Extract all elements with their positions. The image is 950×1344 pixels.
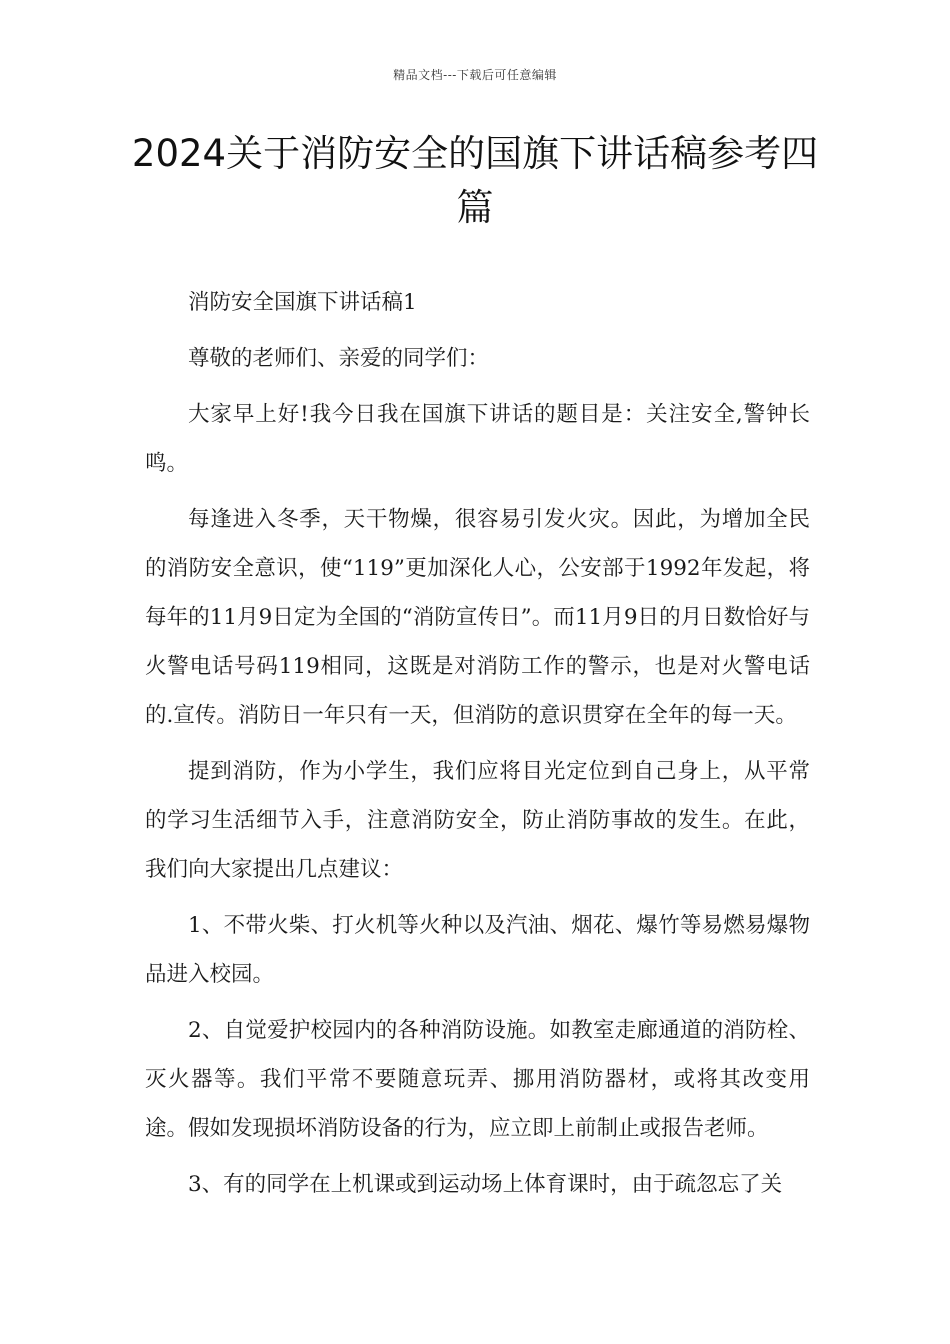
body-paragraph: 每逢进入冬季，天干物燥，很容易引发火灾。因此，为增加全民的消防安全意识，使“119”更加深化人心，公安部于1992年发起，将每年的11月9日定为全国的“消防宣传日”。而11月9日的月日数恰好与火警电话号码119相同，这既是对消防工作的警示，也是对火警电话的.宣传。消防日一年只有一天，但消防的意识贯穿在全年的每一天。 xyxy=(145,507,810,728)
suggestion-item: 1、不带火柴、打火机等火种以及汽油、烟花、爆竹等易燃易爆物品进入校园。 xyxy=(145,913,810,987)
body-paragraph: 大家早上好!我今日我在国旗下讲话的题目是：关注安全,警钟长鸣。 xyxy=(145,402,810,476)
suggestion-item: 2、自觉爱护校园内的各种消防设施。如教室走廊通道的消防栓、灭火器等。我们平常不要随意玩弄、挪用消防器材，或将其改变用途。假如发现损坏消防设备的行为，应立即上前制止或报告老师。 xyxy=(145,1018,810,1141)
document-body xyxy=(145,278,810,1216)
suggestion-item: 3、有的同学在上机课或到运动场上体育课时，由于疏忽忘了关 xyxy=(188,1172,783,1197)
salutation: 尊敬的老师们、亲爱的同学们： xyxy=(188,346,490,371)
document-title: 2024关于消防安全的国旗下讲话稿参考四篇 xyxy=(131,132,819,229)
body-paragraph: 提到消防，作为小学生，我们应将目光定位到自己身上，从平常的学习生活细节入手，注意消防安全，防止消防事故的发生。在此，我们向大家提出几点建议： xyxy=(145,759,810,882)
header-note: 精品文档---下载后可任意编辑 xyxy=(393,68,557,82)
section-heading: 消防安全国旗下讲话稿1 xyxy=(188,290,417,315)
